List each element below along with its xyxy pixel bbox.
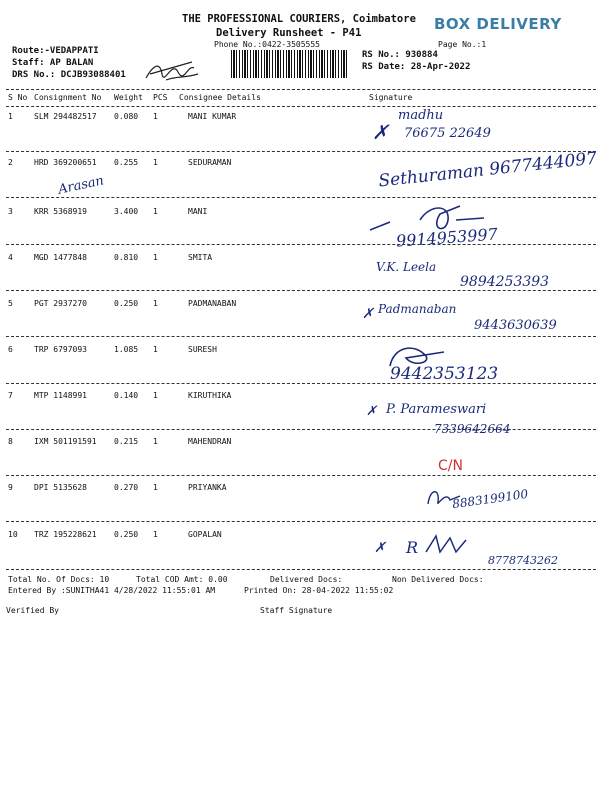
row-divider [6,475,596,476]
row-sno: 4 [8,253,13,262]
row-divider [6,336,596,337]
row-pcs: 1 [153,253,158,262]
page-number: Page No.:1 [438,40,487,49]
row-sno: 5 [8,299,13,308]
row-pcs: 1 [153,299,158,308]
sig7-name: P. Parameswari [386,402,487,417]
row-pcs: 1 [153,483,158,492]
row-sno: 9 [8,483,13,492]
row-consignment: DPI 5135628 [34,483,87,492]
col-pcs: PCS [153,93,168,102]
row-consignee: PADMANABAN [188,299,237,308]
total-docs: Total No. Of Docs: 10 [8,575,110,584]
staff-signature: Staff Signature [260,606,333,615]
row-sno: 1 [8,112,13,121]
sig10-initial: R [406,538,419,557]
row-sno: 10 [8,530,18,539]
row-consignment: PGT 2937270 [34,299,87,308]
row-consignment: TRP 6797093 [34,345,87,354]
barcode [231,50,348,78]
phone-number: Phone No.:0422-3505555 [214,40,320,49]
sig6-phone: 9442353123 [390,364,499,384]
rs-date: RS Date: 28-Apr-2022 [362,62,471,72]
box-delivery-stamp: BOX DELIVERY [434,15,562,33]
sig5-cross: ✗ [362,306,374,322]
row-divider [6,521,596,522]
row-sno: 3 [8,207,13,216]
sig3-phone: 9914953997 [395,224,499,251]
row-consignment: KRR 5368919 [34,207,87,216]
sig4-name: V.K. Leela [376,260,437,274]
verified-by: Verified By [6,606,59,615]
company-name: THE PROFESSIONAL COURIERS, Coimbatore [182,13,416,25]
sig5-name: Padmanaban [378,302,457,316]
row-consignee: MAHENDRAN [188,437,232,446]
row-weight: 0.270 [114,483,139,492]
row-pcs: 1 [153,530,158,539]
row-consignee: SEDURAMAN [188,158,232,167]
printed-on: Printed On: 28-04-2022 11:55:02 [244,586,394,595]
staff-name: Staff: AP BALAN [12,58,94,68]
sig1-cross: ✗ [372,120,389,144]
sig10-cross: ✗ [374,540,386,556]
row-weight: 0.255 [114,158,139,167]
col-consignment: Consignment No [34,93,102,102]
drs-number: DRS No.: DCJB93088401 [12,70,126,80]
row-weight: 0.250 [114,530,139,539]
route: Route:-VEDAPPATI [12,46,99,56]
row-consignee: SURESH [188,345,217,354]
entered-by: Entered By :SUNITHA41 4/28/2022 11:55:01 AM [8,586,216,595]
row-weight: 0.250 [114,299,139,308]
header-scribble-signature [142,54,204,86]
table-row [0,112,600,156]
row-consignment: MGD 1477848 [34,253,87,262]
row-pcs: 1 [153,345,158,354]
table-bottom-divider [6,569,596,570]
sig7-phone: 7339642664 [434,422,511,436]
row-sno: 7 [8,391,13,400]
row-consignee: GOPALAN [188,530,222,539]
row-consignment: MTP 1148991 [34,391,87,400]
col-weight: Weight [114,93,143,102]
row-consignee: MANI [188,207,208,216]
row-consignee: PRIYANKA [188,483,227,492]
row-sno: 8 [8,437,13,446]
sig2: Sethuraman 9677444097 [377,148,598,192]
table-header [0,93,600,105]
row-weight: 0.140 [114,391,139,400]
col-consignee: Consignee Details [179,93,261,102]
rs-number: RS No.: 930884 [362,50,438,60]
row-pcs: 1 [153,207,158,216]
row-consignment: HRD 369200651 [34,158,97,167]
sig5-phone: 9443630639 [474,318,557,333]
row-consignee: MANI KUMAR [188,112,237,121]
col-signature: Signature [369,93,413,102]
cn-mark: C/N [438,458,463,474]
sig1-phone: 76675 22649 [404,126,491,141]
sig4-phone: 9894253393 [460,274,550,290]
row-divider [6,151,596,152]
row-pcs: 1 [153,112,158,121]
table-row [0,530,600,574]
sig9-phone: 8883199100 [451,486,529,512]
header-divider-top [6,89,596,90]
row-consignment: SLM 294482517 [34,112,97,121]
row-weight: 0.080 [114,112,139,121]
sig10-phone: 8778743262 [488,554,558,567]
row-consignee: SMITA [188,253,213,262]
total-cod: Total COD Amt: 0.00 [136,575,228,584]
row-pcs: 1 [153,158,158,167]
row-divider [6,383,596,384]
header-divider-bottom [6,106,596,107]
row-divider [6,197,596,198]
sig7-cross: ✗ [366,404,377,419]
row-weight: 1.085 [114,345,139,354]
row-consignment: IXM 501191591 [34,437,97,446]
row-weight: 0.215 [114,437,139,446]
row-divider [6,290,596,291]
row-sno: 6 [8,345,13,354]
row-consignment: TRZ 195228621 [34,530,97,539]
runsheet-title: Delivery Runsheet - P41 [216,27,362,39]
delivered-docs: Delivered Docs: [270,575,343,584]
sig2-left-scribble: Arasan [56,173,106,198]
row-pcs: 1 [153,437,158,446]
row-weight: 0.810 [114,253,139,262]
sig1-name: madhu [398,108,444,123]
row-pcs: 1 [153,391,158,400]
col-sno: S No [8,93,28,102]
non-delivered-docs: Non Delivered Docs: [392,575,484,584]
row-weight: 3.400 [114,207,139,216]
row-sno: 2 [8,158,13,167]
row-consignee: KIRUTHIKA [188,391,232,400]
sig10-scribble [422,530,472,558]
